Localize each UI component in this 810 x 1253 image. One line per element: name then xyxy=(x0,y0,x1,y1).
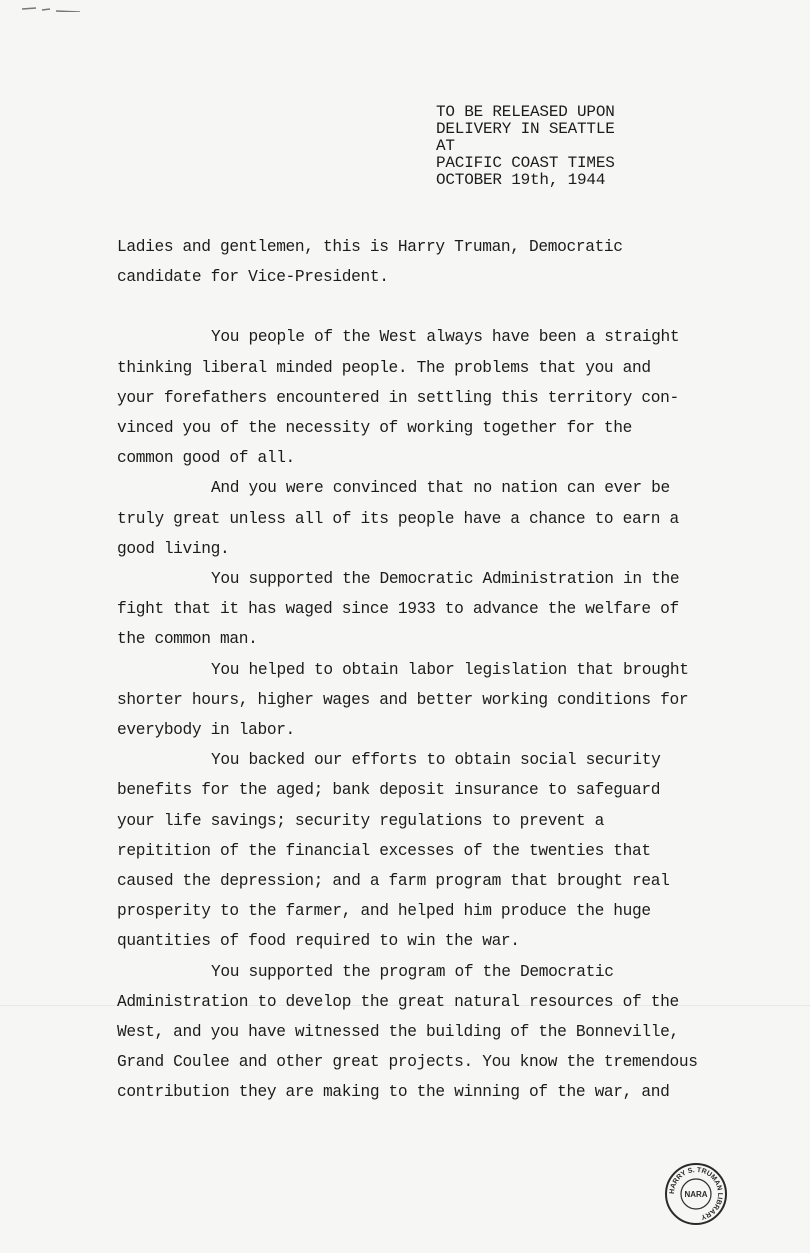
text-line: repitition of the financial excesses of the twenties that xyxy=(117,841,651,860)
text-line: You supported the Democratic Administration in the xyxy=(211,570,680,589)
release-line: OCTOBER 19th, 1944 xyxy=(436,171,606,189)
text-line: thinking liberal minded people. The problems that you and xyxy=(117,358,651,377)
speech-paragraph xyxy=(117,564,737,655)
text-line: your life savings; security regulations to prevent a xyxy=(117,811,604,830)
text-line: contribution they are making to the winning of the war, and xyxy=(117,1083,670,1102)
ink-mark xyxy=(22,6,82,12)
text-line: Ladies and gentlemen, this is Harry Truman, Democratic xyxy=(117,238,623,256)
text-line: your forefathers encountered in settling this territory con- xyxy=(117,388,679,407)
text-line: candidate for Vice-President. xyxy=(117,268,389,287)
text-line: everybody in labor. xyxy=(117,721,295,740)
text-line: prosperity to the farmer, and helped him produce the huge xyxy=(117,902,651,921)
text-line: quantities of food required to win the war. xyxy=(117,932,520,951)
text-line: good living. xyxy=(117,539,230,558)
speech-paragraph xyxy=(117,473,737,564)
speech-paragraph xyxy=(117,322,737,473)
text-line: West, and you have witnessed the building of the Bonneville, xyxy=(117,1023,679,1042)
text-line: shorter hours, higher wages and better working conditions for xyxy=(117,690,689,709)
speech-paragraph xyxy=(117,232,737,292)
speech-body xyxy=(117,232,737,1108)
speech-paragraph xyxy=(117,655,737,746)
text-line: vinced you of the necessity of working together for the xyxy=(117,419,633,438)
speech-paragraph xyxy=(117,745,737,956)
release-line: AT xyxy=(436,137,455,155)
text-line: Grand Coulee and other great projects. You know the tremendous xyxy=(117,1053,698,1072)
text-line: truly great unless all of its people have a chance to earn a xyxy=(117,509,679,528)
text-line: Administration to develop the great natural resources of the xyxy=(117,992,679,1011)
release-line: PACIFIC COAST TIMES xyxy=(436,154,615,172)
paragraph-gap xyxy=(117,292,737,322)
svg-text:NARA: NARA xyxy=(684,1190,708,1199)
text-line: caused the depression; and a farm program that brought real xyxy=(117,872,670,891)
release-header xyxy=(436,104,615,189)
text-line: You people of the West always have been a straight xyxy=(211,328,680,347)
text-line: common good of all. xyxy=(117,449,295,468)
speech-paragraph xyxy=(117,957,737,1108)
paper-fold xyxy=(0,1005,810,1006)
text-line: You helped to obtain labor legislation that brought xyxy=(211,660,689,679)
text-line: And you were convinced that no nation can ever be xyxy=(211,479,670,498)
release-line: TO BE RELEASED UPON xyxy=(436,103,615,121)
text-line: You backed our efforts to obtain social security xyxy=(211,751,661,770)
text-line: the common man. xyxy=(117,630,258,649)
text-line: benefits for the aged; bank deposit insurance to safeguard xyxy=(117,781,661,800)
svg-text:HARRY S. TRUMAN LIBRARY: HARRY S. TRUMAN LIBRARY xyxy=(668,1166,724,1221)
text-line: fight that it has waged since 1933 to advance the welfare of xyxy=(117,600,679,619)
release-line: DELIVERY IN SEATTLE xyxy=(436,120,615,138)
text-line: You supported the program of the Democratic xyxy=(211,962,614,981)
library-seal-icon xyxy=(664,1162,728,1226)
